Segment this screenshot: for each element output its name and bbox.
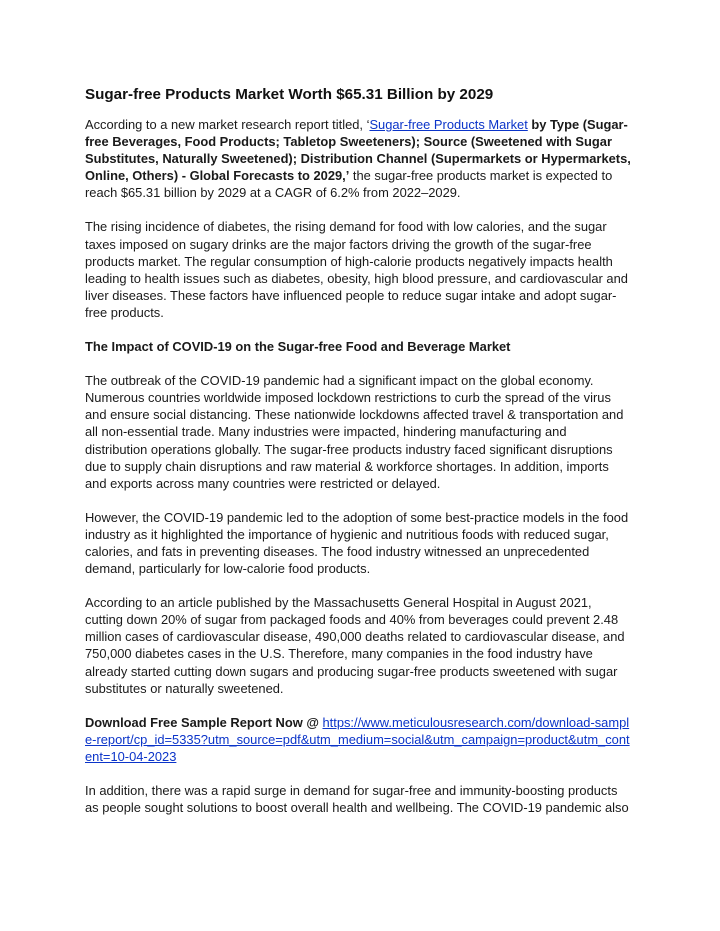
download-label: Download Free Sample Report Now @	[85, 714, 323, 730]
download-sample-link[interactable]: https://www.meticulousresearch.com/download-sample-report/cp_id=5335?utm_source=pdf&utm_medium=social&utm_campaign=product&utm_content=10-04-2023	[85, 714, 630, 764]
covid-section-heading: The Impact of COVID-19 on the Sugar-free Food and Beverage Market	[85, 339, 511, 355]
intro-paragraph	[85, 116, 632, 201]
best-practice-paragraph: However, the COVID-19 pandemic led to the adoption of some best-practice models in the food industry as it highlighted the importance of hygienic and nutritious foods with reduced sugar, calories, and fats in preventing diseases. The food industry witnessed an unprecedented demand, particularly for low-calorie food products.	[85, 509, 629, 577]
intro-pre-text: According to a new market research report titled, ‘	[85, 117, 370, 132]
drivers-paragraph: The rising incidence of diabetes, the rising demand for food with low calories, and the sugar taxes imposed on sugary drinks are the major factors driving the growth of the sugar-free products market. The regular consumption of high-calorie products negatively impacts health leading to health issues such as diabetes, obesity, high blood pressure, and cardiovascular and liver diseases. These factors have influenced people to reduce sugar intake and adopt sugar-free products.	[85, 219, 628, 320]
immunity-paragraph: In addition, there was a rapid surge in demand for sugar-free and immunity-boosting products as people sought solutions to boost overall health and wellbeing. The COVID-19 pandemic also	[85, 783, 629, 816]
download-paragraph	[85, 714, 632, 765]
page-title: Sugar-free Products Market Worth $65.31 Billion by 2029	[85, 86, 494, 103]
intro-post-text: the sugar-free products market is expected to reach $65.31 billion by 2029 at a CAGR of 6.2% from 2022–2029.	[85, 168, 613, 201]
mgh-study-paragraph: According to an article published by the Massachusetts General Hospital in August 2021, cutting down 20% of sugar from packaged foods and 40% from beverages could prevent 2.48 million cases of cardiovascular disease, 490,000 deaths related to cardiovascular disease, and 750,000 diabetes cases in the U.S. Therefore, many companies in the food industry have already started cutting down sugars and producing sugar-free products sweetened with sugar substitutes or naturally sweetened.	[85, 595, 625, 696]
covid-impact-paragraph: The outbreak of the COVID-19 pandemic had a significant impact on the global economy. Numerous countries worldwide imposed lockdown restrictions to curb the spread of the virus and ensure social distancing. These nationwide lockdowns affected travel & transportation and all non-essential trade. Many industries were impacted, hindering manufacturing and distribution operations globally. The sugar-free products industry faced significant disruptions due to supply chain disruptions and raw material & workforce shortages. In addition, imports and exports across many countries were restricted or delayed.	[85, 373, 624, 491]
report-title-bold: by Type (Sugar-free Beverages, Food Products; Tabletop Sweeteners); Source (Sweetened with Sugar Substitutes, Naturally Sweetened); Distribution Channel (Supermarkets or Hypermarkets, Online, Others) - Global Forecasts to 2029,’	[85, 117, 631, 184]
market-report-link[interactable]: Sugar-free Products Market	[369, 117, 528, 132]
